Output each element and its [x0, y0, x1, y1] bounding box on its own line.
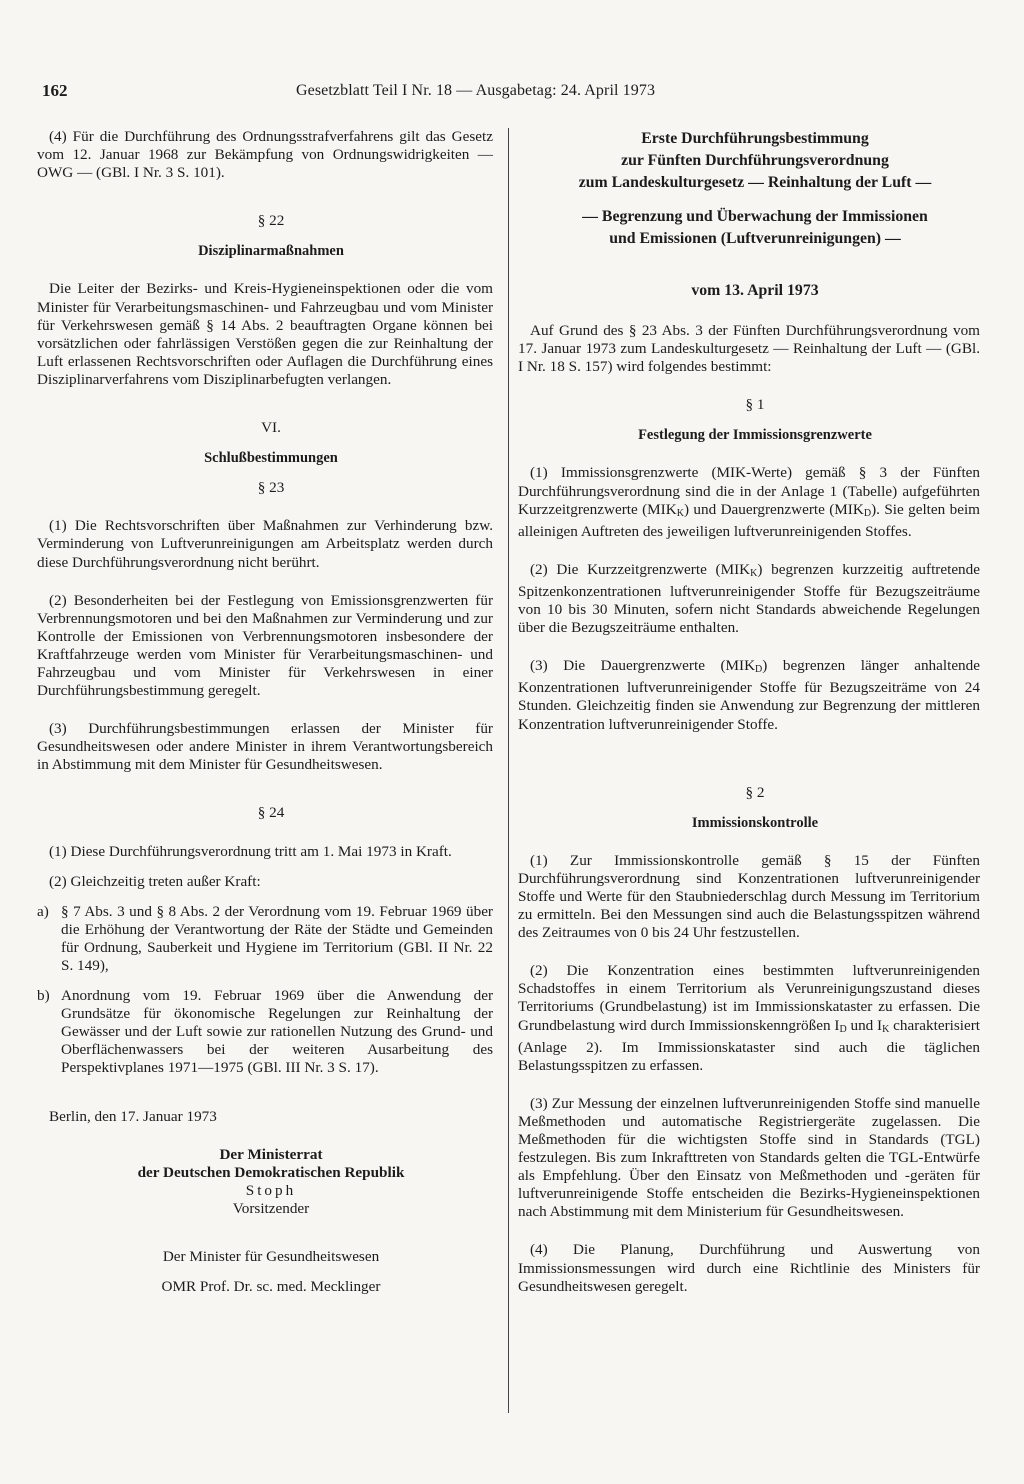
section-2-paragraph-1: (1) Zur Immissionskontrolle gemäß § 15 der Fünften Durchführungsverordnung sind Konzentrationen luftverunreinigender Stoffe und Werte für den Staubniederschlag durch Messung im Territorium zu ermitteln. Bei den Messungen sind auch die Belastungsspitzen während des Zeitraumes von 0 bis 24 Uhr festzustellen. — [518, 851, 980, 942]
title-line-4: — Begrenzung und Überwachung der Immissionen — [582, 208, 928, 225]
section-2-number: § 2 — [745, 783, 765, 801]
section-23-number: § 23 — [257, 479, 285, 497]
intro-paragraph: Auf Grund des § 23 Abs. 3 der Fünften Durchführungsverordnung vom 17. Januar 1973 zum Landeskulturgesetz — Reinhaltung der Luft — (GBl. I Nr. 18 S. 157) wird folgendes bestimmt: — [518, 322, 980, 376]
list-item-b — [37, 987, 493, 1077]
signatory-name-2: OMR Prof. Dr. sc. med. Mecklinger — [161, 1278, 381, 1296]
section-24-paragraph-2: (2) Gleichzeitig treten außer Kraft: — [49, 872, 261, 890]
column-divider — [508, 128, 509, 1413]
part-heading: Schlußbestimmungen — [204, 450, 338, 467]
section-2-paragraph-3: (3) Zur Messung der einzelnen luftverunreinigenden Stoffe sind manuelle Meßmethoden und automatische Registriergeräte zugelassen. Die Meßmethoden für die wichtigsten Stoffe sind in Standards (TGL) festzulegen. Bis zum Inkrafttreten von Standards gelten die TGL-Entwürfe als Empfehlung. Über den Einsatz von Meßmethoden und -geräten für luftverunreinigende Stoffe entscheiden die Bezirks-Hygieneinspektionen nach Abstimmung mit dem Ministerium für Gesundheitswesen. — [518, 1094, 980, 1221]
place-and-date: Berlin, den 17. Januar 1973 — [49, 1107, 217, 1125]
page-header — [42, 80, 802, 106]
section-1-heading: Festlegung der Immissionsgrenzwerte — [638, 427, 872, 444]
title-line-3: zum Landeskulturgesetz — Reinhaltung der Luft — — [578, 174, 932, 191]
left-column — [37, 128, 493, 1296]
section-24-paragraph-1: (1) Diese Durchführungsverordnung tritt am 1. Mai 1973 in Kraft. — [49, 842, 452, 860]
section-23-paragraph-1: (1) Die Rechtsvorschriften über Maßnahmen zur Verhinderung bzw. Verminderung von Luftverunreinigungen am Arbeitsplatz werden durch diese Durchführungsverordnung nicht berührt. — [37, 517, 493, 571]
list-text-a: § 7 Abs. 3 und § 8 Abs. 2 der Verordnung vom 19. Februar 1969 über die Erhöhung der Verantwortung der Räte der Städte und Gemeinden für Ordnung, Sauberkeit und Hygiene im Territorium (GBl. II Nr. 22 S. 149), — [61, 902, 493, 974]
section-2-paragraph-2: (2) Die Konzentration eines bestimmten luftverunreinigenden Schadstoffes in einem Territorium als Verunreinigungszustand dieses Territoriums (Grundbelastung) ist im Immissionskataster zu erfassen. Die Grundbelastung wird durch Immissionskenngrößen $I_D$ und $I_K$ charakterisiert (Anlage 2). Im Immissionskataster sind auch die täglichen Belastungsspitzen zu erfassen. — [518, 962, 980, 1074]
title-line-2: zur Fünften Durchführungsverordnung — [621, 152, 889, 169]
page-number: 162 — [42, 81, 68, 100]
list-item-a — [37, 903, 493, 975]
section-1-paragraph-3: (3) Die Dauergrenzwerte $(MIK_D)$ begrenzen länger anhaltende Konzentrationen luftverunreinigender Stoffe für Bezugszeiträme von 24 Stunden. Gleichzeitig finden sie Anwendung zur Begrenzung der mittleren Konzentration luftverunreinigender Stoffe. — [518, 657, 980, 733]
section-22-number: § 22 — [257, 212, 285, 230]
section-1-number: § 1 — [745, 396, 765, 414]
section-2-paragraph-4: (4) Die Planung, Durchführung und Auswertung von Immissionsmessungen wird durch eine Richtlinie des Ministers für Gesundheitswesen geregelt. — [518, 1241, 980, 1295]
section-24-number: § 24 — [257, 804, 285, 822]
signatory-role-2: Der Minister für Gesundheitswesen — [162, 1248, 380, 1266]
right-column — [518, 128, 980, 1296]
signatory-role-1: Vorsitzender — [232, 1199, 310, 1217]
section-22-text: Die Leiter der Bezirks- und Kreis-Hygieneinspektionen oder die vom Minister für Verarbeitungsmaschinen- und Fahrzeugbau und vom Minister für Verkehrswesen gemäß § 14 Abs. 2 beauftragten Organe können bei vorsätzlichen oder fahrlässigen Verstößen gegen die zur Reinhaltung der Luft erlassenen Rechtsvorschriften oder Auflagen die Durchführung eines Disziplinarverfahrens vom Disziplinarbefugten verlangen. — [37, 280, 493, 388]
title-line-1: Erste Durchführungsbestimmung — [641, 130, 869, 147]
list-label-a: a) — [37, 902, 49, 920]
section-23-paragraph-3: (3) Durchführungsbestimmungen erlassen der Minister für Gesundheitswesen oder andere Minister in ihrem Verantwortungsbereich in Abstimmung mit dem Minister für Gesundheitswesen. — [37, 720, 493, 774]
section-1-paragraph-1: (1) Immissionsgrenzwerte (MIK-Werte) gemäß § 3 der Fünften Durchführungsverordnung sind die in der Anlage 1 (Tabelle) aufgeführten Kurzzeitgrenzwerte $(MIK_K)$ und Dauergrenzwerte $(MIK_D)$. Sie gelten beim alleinigen Auftreten des jeweiligen luftverunreinigenden Stoffes. — [518, 464, 980, 540]
regulation-date: vom 13. April 1973 — [691, 282, 819, 299]
signatory-name-1: Stoph — [245, 1181, 297, 1199]
section-22-heading: Disziplinarmaßnahmen — [198, 243, 344, 260]
header-title: Gesetzblatt Teil I Nr. 18 — Ausgabetag: 24. April 1973 — [296, 82, 656, 99]
list-label-b: b) — [37, 987, 50, 1005]
signatory-organ-line-1: Der Ministerrat — [219, 1145, 323, 1163]
signatory-organ-line-2: der Deutschen Demokratischen Republik — [137, 1163, 405, 1181]
section-23-paragraph-2: (2) Besonderheiten bei der Festlegung von Emissionsgrenzwerten für Verbrennungsmotoren und bei den Maßnahmen zur Verminderung und zur Kontrolle der Emissionen von Verbrennungsmotoren insbesondere der Kraftfahrzeuge werden vom Minister für Verarbeitungsmaschinen- und Fahrzeugbau und vom Minister für Verkehrswesen in einer Durchführungsbestimmung geregelt. — [37, 591, 493, 700]
list-text-b: Anordnung vom 19. Februar 1969 über die Anwendung der Grundsätze für ökonomische Regelungen zur Reinhaltung der Gewässer und der Luft sowie zur rationellen Nutzung des Grund- und Oberflächenwassers bei der weiteren Ausarbeitung des Perspektivplanes 1971—1975 (GBl. III Nr. 3 S. 17). — [61, 987, 493, 1077]
section-1-paragraph-2: (2) Die Kurzzeitgrenzwerte $(MIK_K)$ begrenzen kurzzeitig auftretende Spitzenkonzentrationen luftverunreinigender Stoffe für Bezugszeiträume von 10 bis 30 Minuten, sofern nicht Standards abweichende Regelungen über die Bezugszeiträume enthalten. — [518, 560, 980, 637]
part-number: VI. — [261, 419, 281, 437]
paragraph-s21-4: (4) Für die Durchführung des Ordnungsstrafverfahrens gilt das Gesetz vom 12. Januar 1968 zur Bekämpfung von Ordnungswidrigkeiten — OWG — (GBl. I Nr. 3 S. 101). — [37, 128, 493, 182]
title-line-5: und Emissionen (Luftverunreinigungen) — — [609, 230, 901, 247]
section-2-heading: Immissionskontrolle — [691, 814, 819, 831]
